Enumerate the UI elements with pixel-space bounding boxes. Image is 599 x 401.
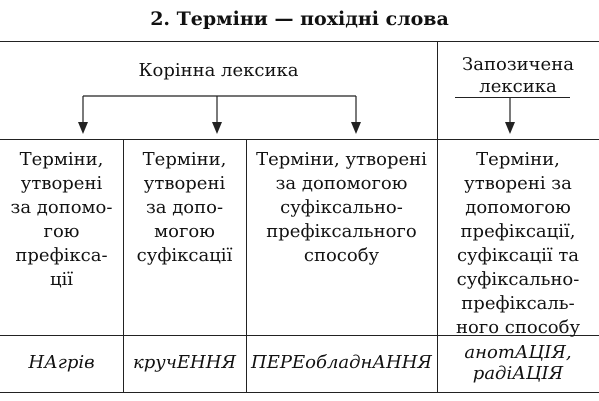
suffix-prefix-cell	[246, 148, 437, 268]
cell-line: могою	[154, 221, 215, 242]
cell-line: суфіксально-	[280, 197, 403, 218]
borrowed-vocabulary-header-line1: Запозичена	[462, 54, 574, 75]
cell-line: утворені	[20, 173, 103, 194]
cell-line: Терміни,	[476, 149, 560, 170]
cell-line: за допомо-	[10, 197, 113, 218]
native-vocabulary-header: Корінна лексика	[138, 60, 299, 81]
prefixation-cell	[0, 148, 123, 292]
example-prefixation: НАгрів	[28, 352, 95, 373]
example-suffix-prefix: ПЕРЕобладнАННЯ	[251, 352, 432, 373]
cell-line: суфіксації	[136, 245, 233, 266]
section-title: 2. Терміни — похідні слова	[150, 8, 449, 30]
cell-line: гою	[43, 221, 80, 242]
cell-line: Терміни,	[142, 149, 227, 170]
cell-line: ного способу	[455, 317, 581, 338]
cell-line: суфіксації та	[456, 245, 580, 266]
borrowed-terms-cell	[437, 148, 599, 340]
branch-arrows	[0, 0, 599, 140]
cell-line: способу	[303, 245, 380, 266]
example-borrowed	[437, 342, 599, 384]
example-suffixation: кручЕННЯ	[133, 352, 236, 373]
cell-line: утворені за	[464, 173, 572, 194]
bottom-border	[0, 392, 599, 393]
cell-line: префіксації,	[460, 221, 576, 242]
cell-line: Терміни, утворені	[256, 149, 427, 170]
cell-line: префікса-	[15, 245, 108, 266]
cell-line: ції	[49, 269, 74, 290]
cell-line: за допомогою	[275, 173, 408, 194]
cell-line: префіксаль-	[461, 293, 575, 314]
cell-line: префіксального	[266, 221, 417, 242]
cell-line: утворені	[143, 173, 226, 194]
cell-line: Терміни,	[19, 149, 104, 170]
cell-line: за допо-	[145, 197, 224, 218]
example-line: анотАЦІЯ,	[464, 342, 572, 363]
suffixation-cell	[123, 148, 246, 268]
borrowed-vocabulary-header-line2: лексика	[479, 76, 557, 97]
example-line: радіАЦІЯ	[472, 363, 564, 384]
cell-line: допомогою	[465, 197, 571, 218]
cell-line: суфіксально-	[456, 269, 580, 290]
